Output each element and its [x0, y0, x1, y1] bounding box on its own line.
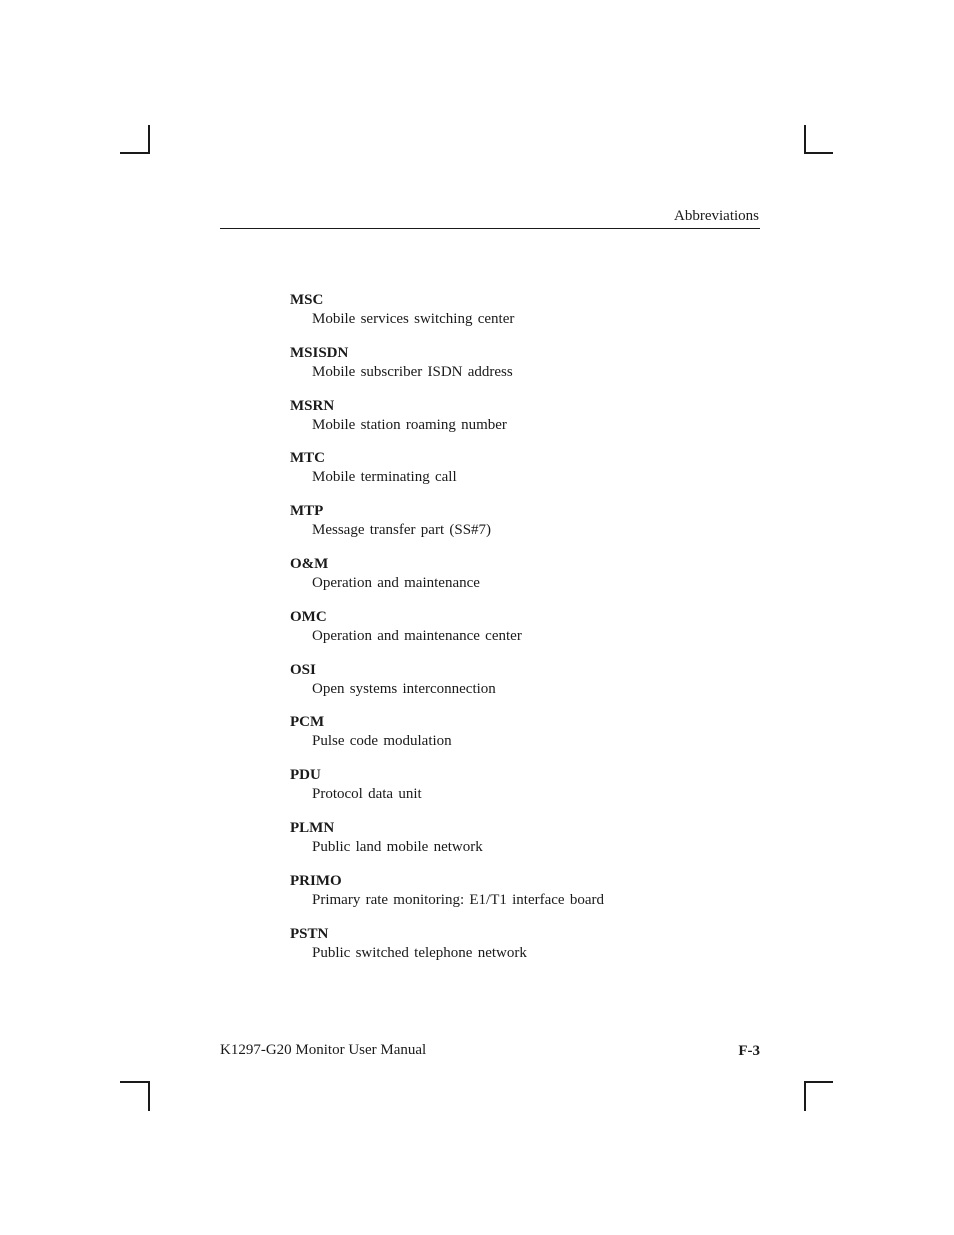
abbreviation-entry [290, 397, 760, 450]
abbreviation-term: PSTN [290, 925, 329, 942]
footer-page-number: F-3 [738, 1043, 760, 1059]
abbreviation-entry [290, 449, 760, 502]
crop-mark-top-left [148, 125, 150, 154]
running-head: Abbreviations [674, 208, 759, 224]
crop-mark-bottom-right [804, 1081, 833, 1083]
abbreviation-term: PLMN [290, 819, 335, 836]
abbreviation-definition: Public land mobile network [312, 838, 483, 855]
abbreviation-entry [290, 819, 760, 872]
abbreviation-term: MSISDN [290, 344, 349, 361]
abbreviation-term: OMC [290, 608, 327, 625]
abbreviation-term: PRIMO [290, 872, 342, 889]
abbreviation-entry [290, 344, 760, 397]
abbreviation-definition: Pulse code modulation [312, 733, 452, 750]
footer-manual-title: K1297-G20 Monitor User Manual [220, 1042, 427, 1058]
abbreviation-term: MSC [290, 292, 324, 308]
abbreviation-entry [290, 872, 760, 925]
abbreviation-term: O&M [290, 555, 329, 572]
abbreviation-definition: Message transfer part (SS#7) [312, 522, 492, 539]
abbreviation-term: MTC [290, 450, 325, 467]
abbreviation-entry [290, 555, 760, 608]
abbreviation-entry [290, 291, 760, 344]
abbreviation-definition: Operation and maintenance center [312, 627, 522, 644]
crop-mark-top-right [804, 152, 833, 154]
crop-mark-top-right [804, 125, 806, 154]
abbreviation-definition: Protocol data unit [312, 786, 422, 803]
crop-mark-top-left [120, 152, 150, 154]
header-rule [220, 228, 760, 229]
abbreviation-definition: Public switched telephone network [312, 944, 527, 961]
abbreviation-entry [290, 661, 760, 714]
abbreviation-definition: Mobile services switching center [312, 311, 515, 327]
abbreviation-definition: Mobile station roaming number [312, 416, 507, 433]
abbreviation-entry [290, 925, 760, 978]
abbreviation-entry [290, 713, 760, 766]
crop-mark-bottom-left [120, 1081, 150, 1083]
abbreviation-term: OSI [290, 661, 316, 678]
abbreviation-entry [290, 766, 760, 819]
abbreviation-term: MSRN [290, 397, 335, 414]
abbreviation-term: PDU [290, 767, 321, 784]
abbreviation-entry [290, 608, 760, 661]
abbreviation-definition: Mobile subscriber ISDN address [312, 363, 513, 380]
abbreviation-term: MTP [290, 503, 324, 520]
abbreviation-definition: Mobile terminating call [312, 469, 457, 486]
crop-mark-bottom-right [804, 1081, 806, 1111]
abbreviation-definition: Operation and maintenance [312, 574, 480, 591]
abbreviation-definition: Open systems interconnection [312, 680, 496, 697]
crop-mark-bottom-left [148, 1081, 150, 1111]
abbreviation-term: PCM [290, 714, 325, 731]
abbreviation-list [290, 291, 760, 977]
abbreviation-definition: Primary rate monitoring: E1/T1 interface board [312, 891, 604, 908]
abbreviation-entry [290, 502, 760, 555]
